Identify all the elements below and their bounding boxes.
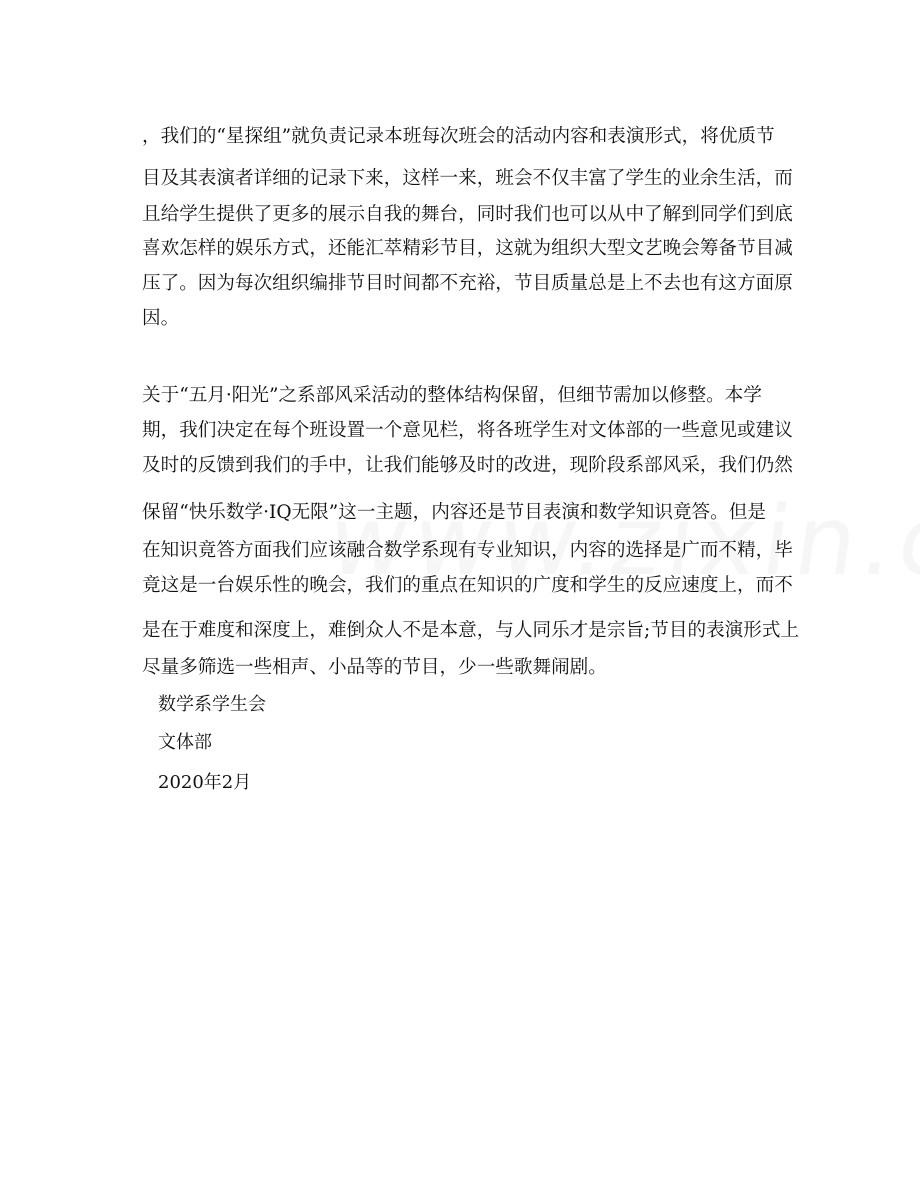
text-line: 保留“快乐数学·IQ无限”这一主题，内容还是节目表演和数学知识竟答。但是 xyxy=(142,502,766,523)
text-line: 目及其表演者详细的记录下来，这样一来，班会不仅丰富了学生的业余生活，而 xyxy=(142,168,793,189)
signature-organization: 数学系学生会 xyxy=(158,694,266,715)
signature-department: 文体部 xyxy=(158,732,212,753)
text-line: 压了。因为每次组织编排节目时间都不充裕，节目质量总是上不去也有这方面原 xyxy=(142,273,793,294)
text-line: 及时的反馈到我们的手中，让我们能够及时的改进，现阶段系部风采，我们仍然 xyxy=(142,455,793,476)
text-line: ，我们的“星探组”就负责记录本班每次班会的活动内容和表演形式，将优质节 xyxy=(142,126,775,147)
text-line: 是在于难度和深度上，难倒众人不是本意，与人同乐才是宗旨;节目的表演形式上 xyxy=(142,620,800,641)
text-line: 关于“五月·阳光”之系部风采活动的整体结构保留，但细节需加以修整。本学 xyxy=(142,385,762,406)
text-line: 喜欢怎样的娱乐方式，还能汇萃精彩节目，这就为组织大型文艺晚会筹备节目减 xyxy=(142,238,793,259)
text-line: 尽量多筛选一些相声、小品等的节目，少一些歌舞闹剧。 xyxy=(142,657,607,678)
text-line: 在知识竟答方面我们应该融合数学系现有专业知识，内容的选择是广而不精，毕 xyxy=(142,540,793,561)
signature-date: 2020年2月 xyxy=(158,772,252,793)
text-line: 竟这是一台娱乐性的晚会，我们的重点在知识的广度和学生的反应速度上，而不 xyxy=(142,575,793,596)
text-line: 期，我们决定在每个班设置一个意见栏，将各班学生对文体部的一些意见或建议 xyxy=(142,420,793,441)
text-line: 因。 xyxy=(142,308,180,329)
text-line: 且给学生提供了更多的展示自我的舞台，同时我们也可以从中了解到同学们到底 xyxy=(142,204,793,225)
